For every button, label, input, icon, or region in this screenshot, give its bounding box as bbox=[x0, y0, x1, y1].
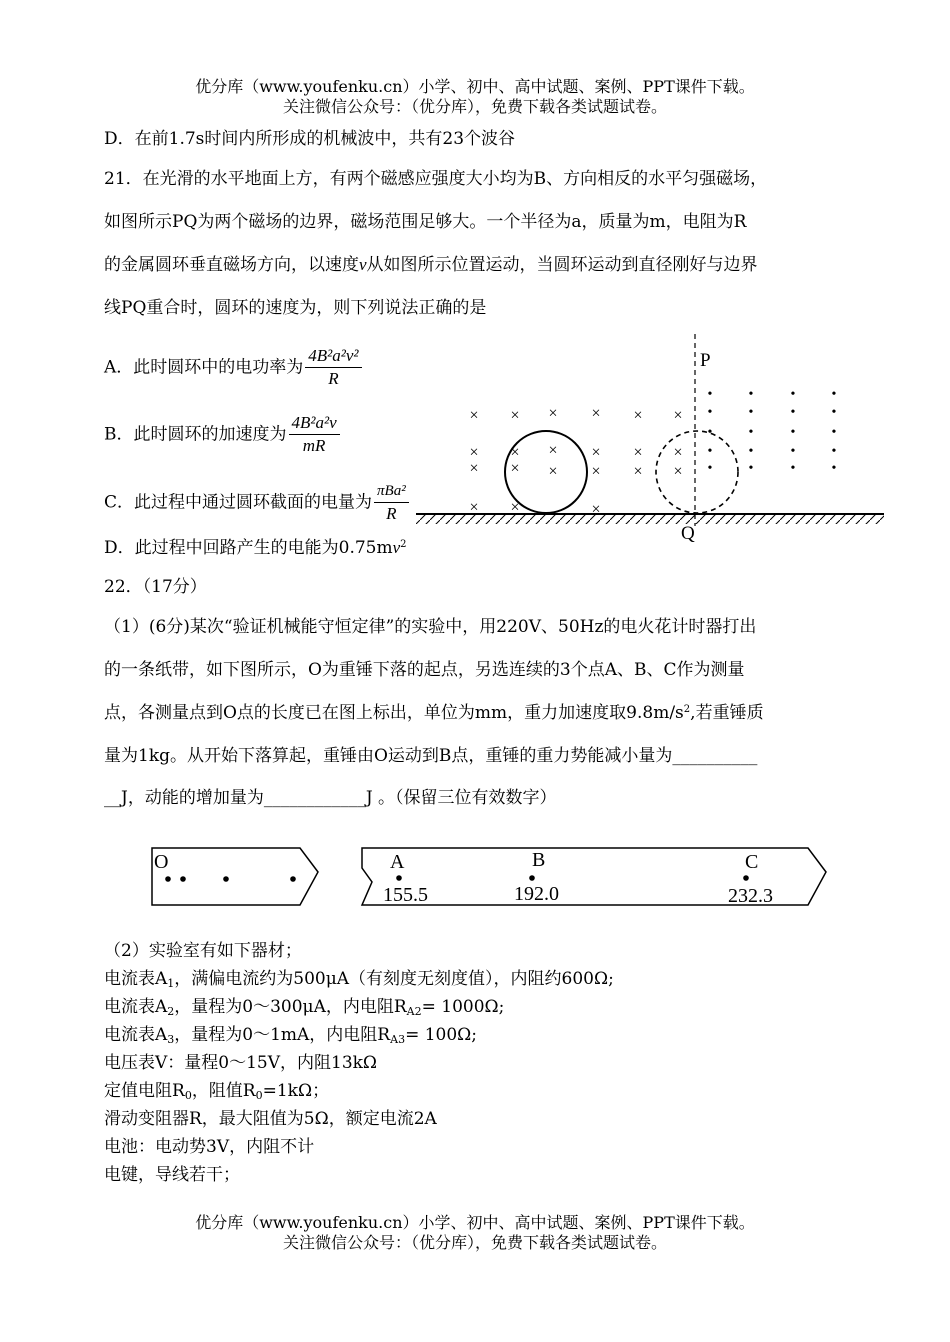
q22-p1-line-3-b: ,若重锤质 bbox=[690, 703, 764, 723]
eq5-b: ，阻值R bbox=[191, 1081, 256, 1101]
svg-text:×: × bbox=[591, 444, 601, 461]
field-dots bbox=[708, 387, 837, 476]
tape-label-a: A bbox=[390, 851, 405, 873]
q21-line-2: 如图所示PQ为两个磁场的边界，磁场范围足够大。一个半径为a，质量为m，电阻为R bbox=[104, 212, 747, 232]
header-line-1: 优分库（www.youfenku.cn）小学、初中、高中试题、案例、PPT课件下载。 bbox=[195, 77, 755, 96]
q22-p1-line-3-sup: 2 bbox=[683, 704, 691, 715]
q21-option-a bbox=[104, 345, 362, 390]
svg-text:•: • bbox=[831, 444, 837, 459]
equipment-rheostat: 滑动变阻器R，最大阻值为5Ω，额定电流2A bbox=[104, 1109, 437, 1129]
equipment-a3 bbox=[104, 1024, 477, 1046]
svg-text:×: × bbox=[673, 444, 683, 461]
svg-text:•: • bbox=[748, 387, 754, 402]
svg-text:•: • bbox=[707, 387, 713, 402]
svg-text:×: × bbox=[548, 442, 558, 459]
svg-text:×: × bbox=[591, 463, 601, 480]
svg-text:•: • bbox=[831, 405, 837, 420]
svg-text:×: × bbox=[469, 460, 479, 477]
equipment-a1 bbox=[104, 968, 614, 990]
option-c-denominator: R bbox=[386, 504, 397, 523]
eq1-a: 电流表A bbox=[104, 969, 168, 989]
svg-text:•: • bbox=[790, 444, 796, 459]
q21-option-d-v: v bbox=[392, 538, 401, 557]
eq2-a: 电流表A bbox=[104, 997, 168, 1017]
q21-line-4: 线PQ重合时，圆环的速度为，则下列说法正确的是 bbox=[104, 298, 487, 318]
equipment-battery: 电池：电动势3V，内阻不计 bbox=[104, 1137, 315, 1157]
svg-text:×: × bbox=[673, 463, 683, 480]
svg-text:•: • bbox=[707, 405, 713, 420]
eq3-sub: 3 bbox=[167, 1033, 175, 1046]
svg-text:×: × bbox=[510, 460, 520, 477]
eq2-b: ，量程为0～300μA，内电阻R bbox=[174, 997, 407, 1017]
tape-label-b: B bbox=[532, 849, 546, 871]
q20-option-d: D．在前1.7s时间内所形成的机械波中，共有23个波谷 bbox=[104, 129, 516, 149]
tape-value-b: 192.0 bbox=[514, 883, 559, 905]
label-q: Q bbox=[681, 523, 695, 544]
eq3-a: 电流表A bbox=[104, 1025, 168, 1045]
header-line-2: 关注微信公众号：（优分库），免费下载各类试题试卷。 bbox=[282, 97, 667, 116]
svg-text:•: • bbox=[790, 405, 796, 420]
q21-line-3-a: 的金属圆环垂直磁场方向，以速度 bbox=[104, 255, 359, 275]
svg-text:•: • bbox=[790, 425, 796, 440]
option-b-denominator: mR bbox=[302, 436, 326, 455]
ground bbox=[416, 514, 884, 524]
q21-option-b bbox=[104, 412, 340, 457]
eq3-c: = 100Ω; bbox=[405, 1025, 477, 1045]
option-b-fraction bbox=[289, 412, 340, 457]
svg-text:•: • bbox=[748, 425, 754, 440]
option-a-numerator: 4B²a²v² bbox=[305, 345, 361, 368]
q21-line-3 bbox=[104, 254, 758, 276]
magnetic-field-diagram bbox=[410, 330, 890, 550]
option-c-fraction bbox=[374, 480, 409, 525]
tape-value-c: 232.3 bbox=[728, 885, 773, 907]
q21-option-c-text: C．此过程中通过圆环截面的电量为 bbox=[104, 492, 373, 513]
q21-option-c bbox=[104, 480, 409, 525]
footer-line-2: 关注微信公众号：（优分库），免费下载各类试题试卷。 bbox=[282, 1233, 667, 1252]
q22-title: 22．（17分） bbox=[104, 577, 207, 597]
option-b-numerator: 4B²a²v bbox=[289, 412, 340, 435]
eq3-sub2: A3 bbox=[390, 1033, 406, 1046]
option-c-numerator: πBa² bbox=[374, 480, 409, 503]
svg-text:×: × bbox=[510, 444, 520, 461]
svg-text:•: • bbox=[831, 425, 837, 440]
q21-line-1: 21．在光滑的水平地面上方，有两个磁感应强度大小均为B、方向相反的水平匀强磁场， bbox=[104, 169, 768, 189]
svg-text:×: × bbox=[673, 407, 683, 424]
svg-text:•: • bbox=[707, 461, 713, 476]
svg-text:×: × bbox=[633, 407, 643, 424]
q21-option-d-text: D．此过程中回路产生的电能为0.75m bbox=[104, 538, 393, 558]
tape-label-o: O bbox=[154, 851, 169, 873]
q22-p1-line-4: 量为1kg。从开始下落算起，重锤由O运动到B点，重锤的重力势能减小量为__________ bbox=[104, 746, 758, 766]
svg-text:×: × bbox=[469, 444, 479, 461]
label-p: P bbox=[700, 350, 711, 371]
option-a-denominator: R bbox=[328, 369, 339, 388]
equipment-voltmeter: 电压表V：量程0～15V，内阻13kΩ bbox=[104, 1053, 378, 1073]
eq3-b: ，量程为0～1mA，内电阻R bbox=[174, 1025, 391, 1045]
svg-text:•: • bbox=[748, 461, 754, 476]
q22-p1-line-3-a: 点，各测量点到O点的长度已在图上标出，单位为mm，重力加速度取9.8m/s bbox=[104, 703, 684, 723]
q21-option-d bbox=[104, 537, 407, 559]
svg-text:×: × bbox=[591, 501, 601, 518]
equipment-a2 bbox=[104, 996, 504, 1018]
svg-text:×: × bbox=[548, 405, 558, 422]
eq5-sub: 0 bbox=[184, 1089, 192, 1102]
eq5-sub2: 0 bbox=[255, 1089, 263, 1102]
q21-option-d-sup: 2 bbox=[400, 539, 407, 550]
q22-p1-line-3 bbox=[104, 702, 764, 724]
eq5-a: 定值电阻R bbox=[104, 1081, 185, 1101]
paper-tape-diagram bbox=[140, 838, 840, 918]
svg-text:•: • bbox=[831, 387, 837, 402]
equipment-r0 bbox=[104, 1080, 329, 1102]
eq2-c: = 1000Ω; bbox=[421, 997, 505, 1017]
q21-line-3-b: 从如图所示位置运动，当圆环运动到直径刚好与边界 bbox=[366, 255, 758, 275]
svg-text:×: × bbox=[469, 499, 479, 516]
tape-label-c: C bbox=[745, 851, 759, 873]
svg-text:•: • bbox=[707, 444, 713, 459]
q21-option-b-text: B．此时圆环的加速度为 bbox=[104, 424, 287, 445]
ring-final bbox=[656, 431, 738, 513]
svg-text:×: × bbox=[591, 405, 601, 422]
footer-line-1: 优分库（www.youfenku.cn）小学、初中、高中试题、案例、PPT课件下载。 bbox=[195, 1213, 755, 1232]
tape-value-a: 155.5 bbox=[383, 884, 428, 906]
q22-p1-line-5: __J，动能的增加量为____________J 。（保留三位有效数字） bbox=[104, 788, 557, 808]
q22-p1-line-2: 的一条纸带，如下图所示，O为重锤下落的起点，另选连续的3个点A、B、C作为测量 bbox=[104, 660, 745, 680]
svg-text:•: • bbox=[831, 461, 837, 476]
svg-text:•: • bbox=[748, 405, 754, 420]
eq2-sub: 2 bbox=[167, 1005, 175, 1018]
q21-option-a-text: A．此时圆环中的电功率为 bbox=[104, 357, 304, 378]
svg-text:×: × bbox=[510, 499, 520, 516]
svg-text:×: × bbox=[548, 463, 558, 480]
svg-text:×: × bbox=[469, 407, 479, 424]
svg-text:•: • bbox=[748, 444, 754, 459]
velocity-symbol: v bbox=[359, 255, 367, 274]
eq5-c: =1kΩ； bbox=[262, 1081, 330, 1101]
svg-text:×: × bbox=[510, 407, 520, 424]
q22-p2-title: （2）实验室有如下器材； bbox=[104, 941, 302, 961]
svg-text:•: • bbox=[790, 461, 796, 476]
svg-text:×: × bbox=[633, 463, 643, 480]
option-a-fraction bbox=[305, 345, 361, 390]
eq1-sub: 1 bbox=[167, 977, 175, 990]
equipment-switch: 电键，导线若干； bbox=[104, 1165, 240, 1185]
eq2-sub2: A2 bbox=[406, 1005, 422, 1018]
eq1-b: ，满偏电流约为500μA（有刻度无刻度值），内阻约600Ω; bbox=[174, 969, 614, 989]
svg-text:•: • bbox=[707, 425, 713, 440]
q22-p1-line-1: （1）(6分)某次“验证机械能守恒定律”的实验中，用220V、50Hz的电火花计时器打出 bbox=[104, 617, 757, 637]
svg-text:•: • bbox=[790, 387, 796, 402]
svg-text:×: × bbox=[633, 444, 643, 461]
